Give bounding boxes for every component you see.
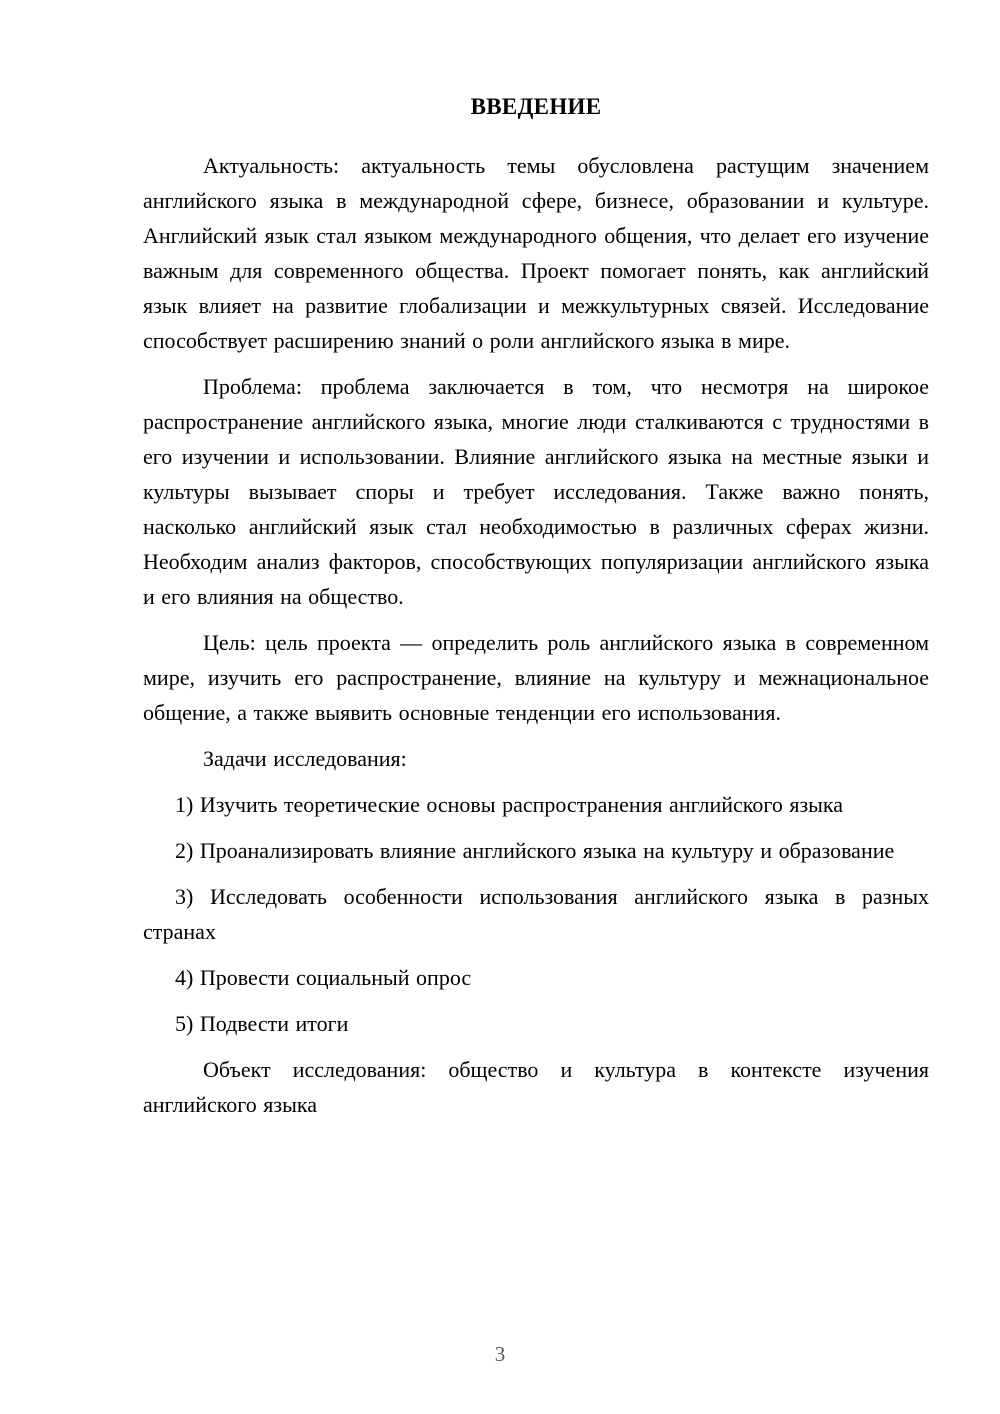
task-item-1: 1) Изучить теоретические основы распространения английского языка: [175, 792, 844, 817]
task-item-2: 2) Проанализировать влияние английского языка на культуру и образование: [175, 838, 895, 863]
paragraph-object: Объект исследования: общество и культура в контексте изучения английского языка: [143, 1057, 929, 1117]
page-number: 3: [494, 1342, 506, 1366]
task-item-4: 4) Провести социальный опрос: [175, 965, 472, 990]
task-item-3: 3) Исследовать особенности использования английского языка в разных странах: [143, 884, 929, 944]
task-item-5: 5) Подвести итоги: [175, 1011, 349, 1036]
tasks-heading: Задачи исследования:: [203, 746, 407, 771]
paragraph-problem: Проблема: проблема заключается в том, что несмотря на широкое распространение английского языка, многие люди сталкиваются с трудностями в его изучении и использовании. Влияние английского языка на местные языки и культуры вызывает споры и требует исследования. Также важно понять, насколько английский язык стал необходимостью в различных сферах жизни. Необходим анализ факторов, способствующих популяризации английского языка и его влияния на общество.: [143, 374, 929, 609]
paragraph-relevance: Актуальность: актуальность темы обусловлена растущим значением английского языка в международной сфере, бизнесе, образовании и культуре. Английский язык стал языком международного общения, что делает его изучение важным для современного общества. Проект помогает понять, как английский язык влияет на развитие глобализации и межкультурных связей. Исследование способствует расширению знаний о роли английского языка в мире.: [143, 153, 929, 353]
page-title: ВВЕДЕНИЕ: [470, 94, 602, 119]
paragraph-goal: Цель: цель проекта — определить роль английского языка в современном мире, изучить его распространение, влияние на культуру и межнациональное общение, а также выявить основные тенденции его использования.: [143, 630, 929, 725]
